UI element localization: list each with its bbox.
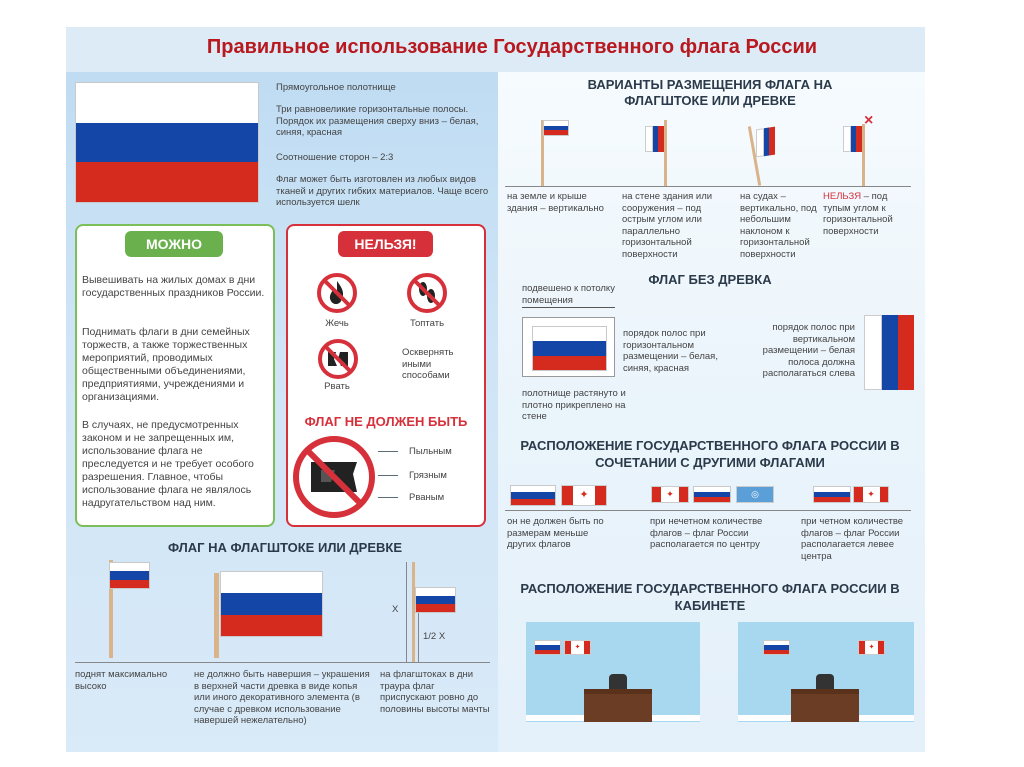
russian-flag-combo-1: [510, 485, 556, 506]
allowed-text-2: Поднимать флаги в дни семейных торжеств, а также торжественных мероприятий, проводимых общественными объединениями, предприятиями, учреждениями и организациями.: [82, 326, 250, 403]
height-x-marker: [406, 562, 407, 662]
flag-obtuse-angle: [843, 126, 862, 152]
intro-text-1: Прямоугольное полотнище: [276, 82, 396, 93]
dirty-flag-prohibited-icon: [291, 434, 377, 520]
dusty-label: Пыльным: [409, 446, 452, 457]
maple-leaf-icon: ✦: [661, 487, 679, 502]
russian-flag-medium: [220, 571, 323, 637]
flag-horizontal-hanging: [532, 326, 607, 371]
russian-flag-large: [75, 82, 259, 203]
burn-label: Жечь: [325, 318, 349, 329]
half-x-label: 1/2 X: [423, 631, 446, 642]
office-desk: [584, 689, 652, 722]
allowed-text-3: В случаях, не предусмотренных законом и не запрещенных им, использование флага не преследуется и не требует особого разрешения. Главное, чтобы использование флага не являлось надругательством над ним.: [82, 419, 254, 509]
un-flag-icon: [736, 486, 774, 503]
flag-ship: [756, 127, 775, 158]
russian-flag-office-1: [534, 640, 561, 655]
desecrate-label: Осквернять иными способами: [402, 347, 454, 381]
height-x-label: X: [392, 604, 399, 615]
placement-title: ВАРИАНТЫ РАЗМЕЩЕНИЯ ФЛАГА НА ФЛАГШТОКЕ ИЛИ ДРЕВКЕ: [587, 77, 833, 108]
allowed-badge: МОЖНО: [125, 231, 223, 257]
flagstaff: [214, 573, 219, 658]
maple-leaf-icon: ✦: [865, 641, 878, 654]
placement-text-4: [823, 191, 915, 237]
pole-caption-3: на флагштоках в дни траура флаг приспускают ровно до половины высоты мачты: [380, 669, 490, 715]
intro-text-4: Флаг может быть изготовлен из любых видов тканей и других гибких материалов. Чаще всего используется шелк: [276, 174, 489, 208]
page-title: Правильное использование Государственного флага России: [206, 36, 818, 58]
combos-text-3: при четном количестве флагов – флаг России располагается левее центра: [801, 516, 904, 562]
russian-flag-office-2: [763, 640, 790, 655]
trample-prohibited-icon: [406, 272, 448, 314]
russian-flag-small: [109, 562, 150, 589]
russian-flag-combo-3: [813, 486, 851, 503]
placement-divider: [505, 186, 911, 187]
allowed-text-1: Вывешивать на жилых домах в дни государственных праздников России.: [82, 274, 265, 299]
placement-text-3: на судах – вертикально, под небольшим наклоном к горизонтальной поверхности: [740, 191, 817, 260]
canada-flag-icon: [651, 486, 689, 503]
no-pole-text-3: полотнище растянуто и плотно прикреплено на стене: [522, 388, 626, 422]
no-pole-text-4: порядок полос при вертикальном размещении – белая полоса должна располагаться слева: [762, 322, 855, 379]
canada-flag-icon: [564, 640, 591, 655]
tear-prohibited-icon: [317, 338, 359, 380]
russian-flag-combo-2: [693, 486, 731, 503]
trample-label: Топтать: [409, 318, 445, 329]
obtuse-pole: [862, 124, 865, 186]
wall-pole: [664, 120, 667, 186]
no-pole-text-1: подвешено к потолку помещения: [522, 283, 615, 306]
combos-text-2: при нечетном количестве флагов – флаг России располагается по центру: [650, 516, 763, 550]
combos-title: РАСПОЛОЖЕНИЕ ГОСУДАРСТВЕННОГО ФЛАГА РОССИИ В СОЧЕТАНИИ С ДРУГИМИ ФЛАГАМИ: [520, 438, 900, 470]
dirty-label: Грязным: [409, 470, 447, 481]
intro-text-3: Соотношение сторон – 2:3: [276, 152, 394, 163]
forbidden-word: НЕЛЬЗЯ: [823, 191, 862, 202]
connector-line: [378, 497, 398, 498]
maple-leaf-icon: ✦: [573, 486, 595, 505]
placement-text-4-rest: – под тупым углом к горизонтальной поверхности: [823, 191, 893, 237]
office-desk: [791, 689, 859, 722]
no-pole-title: ФЛАГ БЕЗ ДРЕВКА: [648, 272, 772, 287]
canada-flag-icon: [853, 486, 889, 503]
tear-label: Рвать: [324, 381, 350, 392]
maple-leaf-icon: ✦: [863, 487, 880, 502]
connector-line: [378, 451, 398, 452]
pole-caption-2: не должно быть навершия – украшения в верхней части древка в виде копья или иного декоративного элемента (в случае с древком использование навершей нежелательно): [194, 669, 370, 726]
pole-section-title: ФЛАГ НА ФЛАГШТОКЕ ИЛИ ДРЕВКЕ: [168, 540, 402, 555]
ceiling-line: [522, 307, 615, 308]
ground-line: [75, 662, 490, 663]
flag-vertical-hanging: [864, 315, 914, 390]
forbidden-badge: НЕЛЬЗЯ!: [338, 231, 433, 257]
no-pole-text-2: порядок полос при горизонтальном размещении – белая, синяя, красная: [623, 328, 718, 374]
russian-flag-half-mast: [415, 587, 456, 613]
must-not-title: ФЛАГ НЕ ДОЛЖЕН БЫТЬ: [304, 414, 468, 429]
maple-leaf-icon: ✦: [571, 641, 584, 654]
half-x-marker: [418, 612, 419, 662]
pole-caption-1: поднят максимально высоко: [75, 669, 168, 692]
connector-line: [378, 475, 398, 476]
globe-icon: ◎: [751, 489, 759, 499]
flag-wall-mounted: [645, 126, 664, 152]
flag-vertical-pole: [543, 120, 569, 136]
combos-divider: [505, 510, 911, 511]
placement-text-1: на земле и крыше здания – вертикально: [507, 191, 604, 214]
office-title: РАСПОЛОЖЕНИЕ ГОСУДАРСТВЕННОГО ФЛАГА РОССИИ В КАБИНЕТЕ: [520, 581, 900, 613]
canada-flag-icon: [561, 485, 607, 506]
combos-text-1: он не должен быть по размерам меньше других флагов: [507, 516, 604, 550]
cross-mark-icon: ×: [864, 112, 874, 129]
canada-flag-icon: [858, 640, 885, 655]
placement-text-2: на стене здания или сооружения – под острым углом или параллельно горизонтальной поверхности: [622, 191, 713, 260]
torn-label: Рваным: [409, 492, 445, 503]
intro-text-2: Три равновеликие горизонтальные полосы. Порядок их размещения сверху вниз – белая, синяя, красная: [276, 104, 479, 138]
burn-prohibited-icon: [316, 272, 358, 314]
